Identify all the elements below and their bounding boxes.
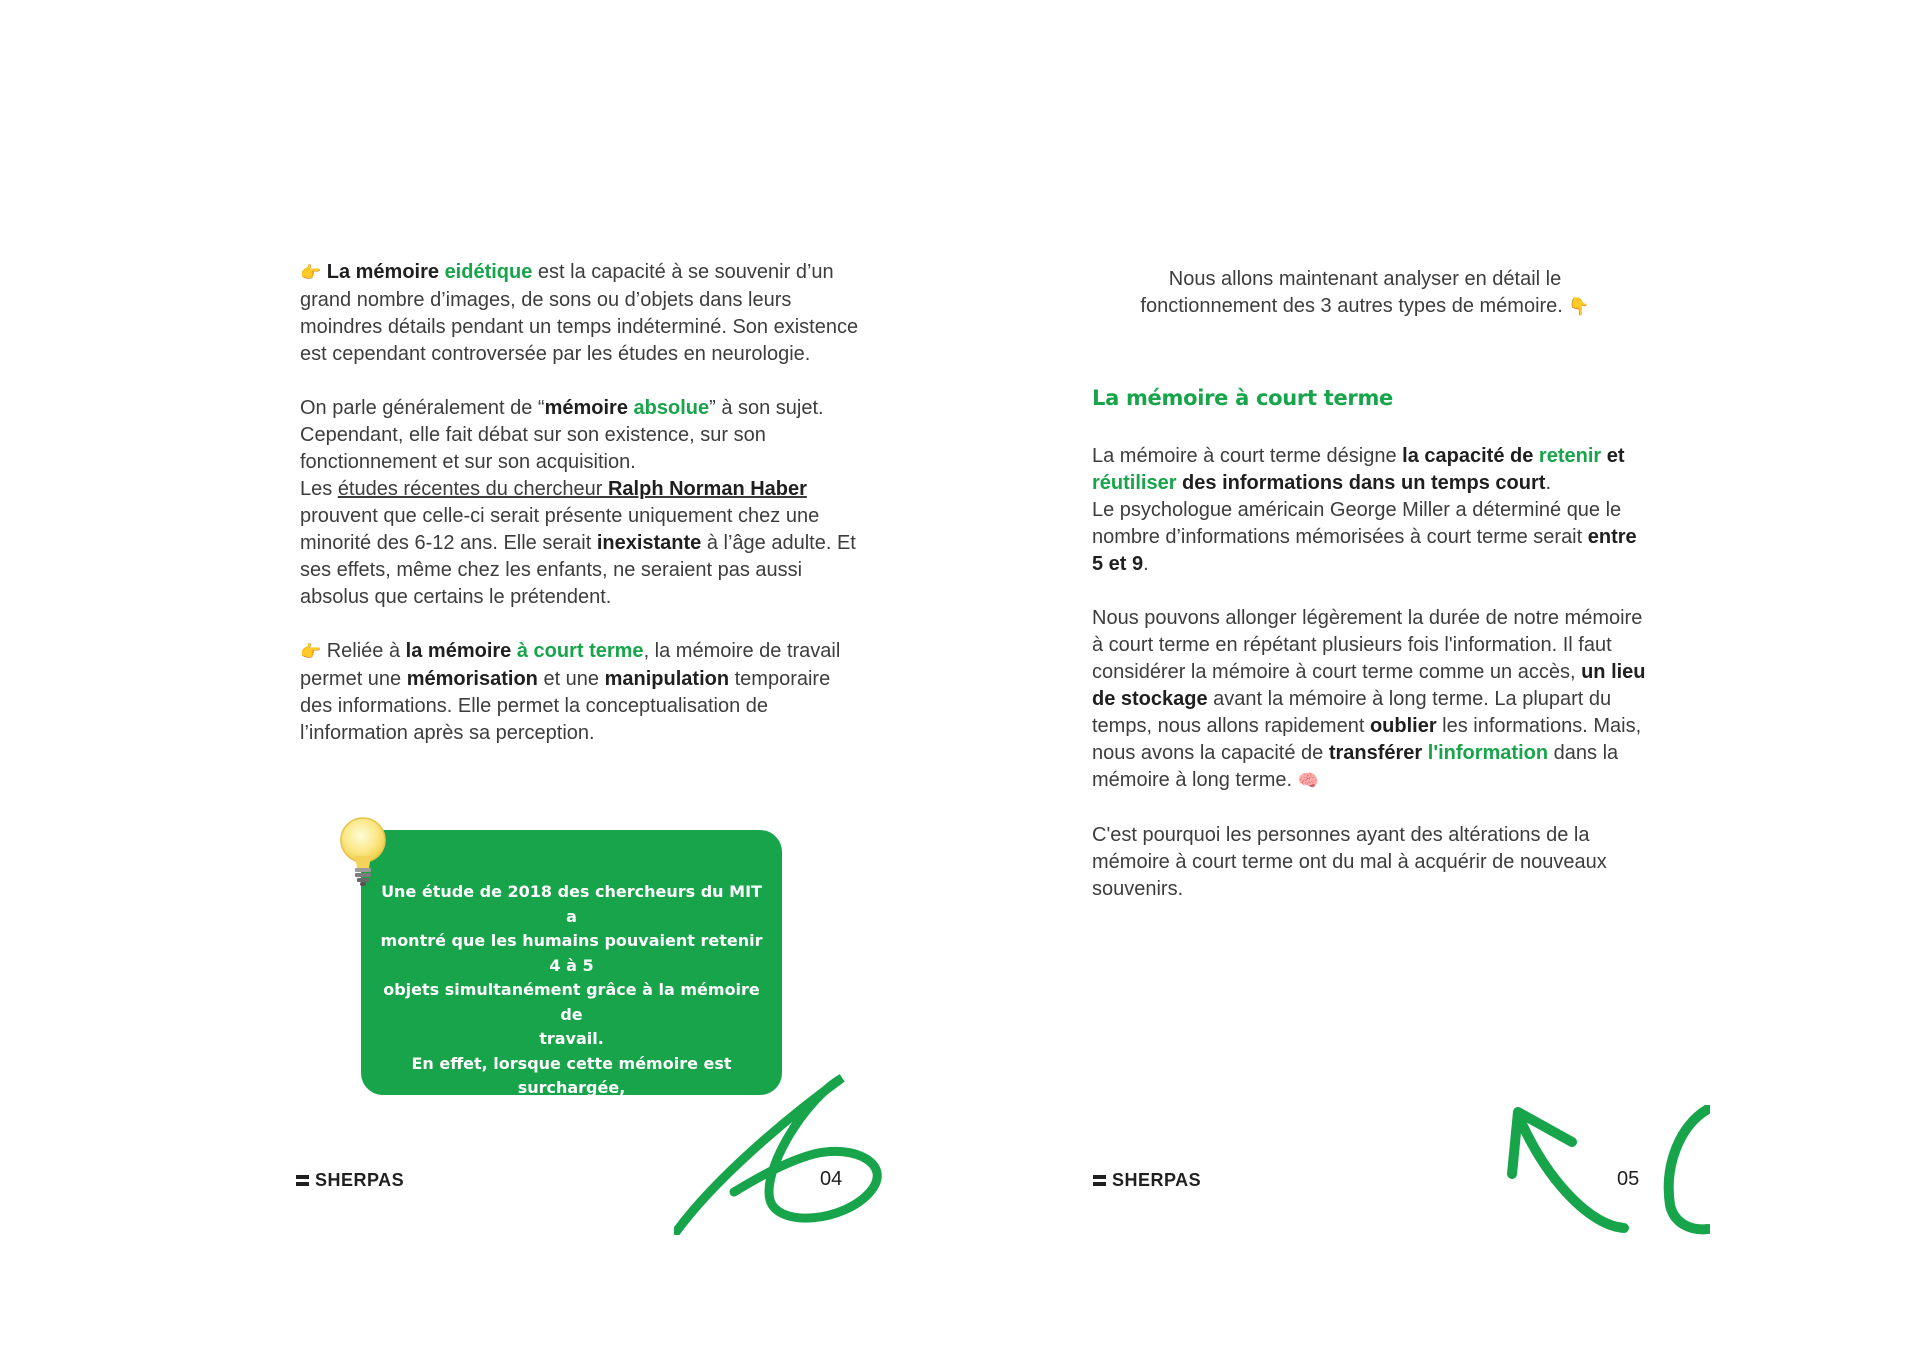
body-text: , la mémoire de travail permet une <box>300 640 841 690</box>
tip-line-1: Une étude de 2018 des chercheurs du MIT a montré que les humains pouvaient retenir 4 à 5 objets simultanément grâce à la mémoire de travail. <box>380 882 763 1048</box>
lightbulb-icon <box>337 816 389 888</box>
body-text: à l’âge adulte. Et ses effets, même chez les enfants, ne seraient pas aussi absolus que certains le prétendent. <box>300 532 856 608</box>
right-body-text <box>1092 443 1652 930</box>
sherpas-logo <box>296 1170 404 1191</box>
tip-line-2: En effet, lorsque cette mémoire est surchargée, le dialogue entre certaines régions du cerveau s’effondre. <box>398 1053 745 1171</box>
sherpas-logo <box>1093 1170 1201 1191</box>
pointing-right-icon: 👉 <box>300 642 322 662</box>
intro-line-2: fonctionnement des 3 autres types de mémoire. <box>1140 295 1563 317</box>
pointing-down-icon: 👇 <box>1568 297 1590 317</box>
paragraph-definition <box>1092 443 1652 578</box>
intro-text <box>1105 266 1625 321</box>
paragraph-conclusion: C'est pourquoi les personnes ayant des altérations de la mémoire à court terme ont du mal à acquérir de nouveaux souvenirs. <box>1092 824 1607 900</box>
paragraph-absolute-memory <box>300 395 860 611</box>
body-text: On parle généralement de “ <box>300 397 545 419</box>
researcher-name[interactable]: Ralph Norman Haber <box>607 478 807 500</box>
paragraph-lengthen <box>1092 605 1652 795</box>
body-text: est la capacité à se souvenir d’un grand nombre d’images, de sons ou d’objets dans leurs moindres détails pendant un temps indéterminé. Son existence est cependant controversée par les études en neurologie. <box>300 261 859 365</box>
green-keyword: à court terme <box>516 640 644 662</box>
left-body-text <box>300 259 860 774</box>
sherpas-logo-icon <box>296 1175 309 1187</box>
bold-text: et <box>1606 445 1625 467</box>
green-keyword: retenir <box>1538 445 1602 467</box>
body-text: ” à son sujet. Cependant, elle fait débat sur son existence, sur son fonctionnement et sur son acquisition. <box>300 397 824 473</box>
green-swirl-decoration <box>1660 1105 1710 1235</box>
paragraph-eidetic <box>300 259 860 368</box>
right-page <box>960 0 1920 1357</box>
bold-text: transférer <box>1328 742 1423 764</box>
bold-text: la mémoire <box>405 640 512 662</box>
green-arrow-decoration <box>1502 1104 1632 1234</box>
brain-icon: 🧠 <box>1297 771 1319 791</box>
pointing-right-icon: 👉 <box>300 263 322 283</box>
study-link[interactable] <box>338 478 807 500</box>
green-swirl-decoration <box>674 1060 914 1235</box>
body-text: La mémoire à court terme désigne <box>1092 445 1403 467</box>
bold-text: mémoire <box>544 397 628 419</box>
tip-box <box>361 830 782 1171</box>
bold-text: oublier <box>1369 715 1437 737</box>
body-text: Reliée à <box>321 640 406 662</box>
body-text: et une <box>537 668 605 690</box>
green-keyword: réutiliser <box>1092 472 1177 494</box>
bold-text: mémorisation <box>406 668 538 690</box>
body-text: les informations. Mais, nous avons la capacité de <box>1092 715 1642 764</box>
intro-line-1: Nous allons maintenant analyser en détail le <box>1168 268 1562 290</box>
page-number: 04 <box>820 1168 843 1190</box>
bold-text: un lieu de stockage <box>1092 661 1646 710</box>
brand-name: SHERPAS <box>315 1170 405 1190</box>
study-link-text[interactable]: études récentes du chercheur <box>337 478 608 500</box>
bold-text: La mémoire <box>326 261 445 283</box>
body-text: avant la mémoire à long terme. La plupart du temps, nous allons rapidement <box>1092 688 1612 737</box>
green-keyword: absolue <box>633 397 710 419</box>
body-text: prouvent que celle-ci serait présente uniquement chez une minorité des 6-12 ans. Elle serait <box>300 505 820 554</box>
brand-name: SHERPAS <box>1112 1170 1202 1190</box>
body-text: . <box>1143 553 1149 575</box>
body-text: Nous pouvons allonger légèrement la durée de notre mémoire à court terme en répétant plusieurs fois l'information. Il faut considérer la mémoire à court terme comme un accès, <box>1092 607 1643 683</box>
body-text: dans la mémoire à long terme. <box>1092 742 1619 791</box>
paragraph-working-memory <box>300 638 860 747</box>
body-text: Le psychologue américain George Miller a déterminé que le nombre d’informations mémorisées à court terme serait <box>1092 499 1622 548</box>
bold-text: la capacité de <box>1402 445 1534 467</box>
body-text: Les <box>300 478 338 500</box>
bold-text: entre 5 et 9 <box>1092 526 1637 575</box>
bold-text: inexistante <box>596 532 702 554</box>
sherpas-logo-icon <box>1093 1175 1106 1187</box>
body-text: temporaire des informations. Elle permet la conceptualisation de l’information après sa perception. <box>300 668 831 744</box>
bold-text: des informations dans un temps court <box>1182 472 1546 494</box>
page-number: 05 <box>1617 1168 1640 1190</box>
bold-text: manipulation <box>604 668 730 690</box>
body-text: . <box>1545 472 1551 494</box>
green-keyword: l'information <box>1427 742 1549 764</box>
section-heading: La mémoire à court terme <box>1092 386 1393 410</box>
green-keyword: eidétique <box>444 261 533 283</box>
